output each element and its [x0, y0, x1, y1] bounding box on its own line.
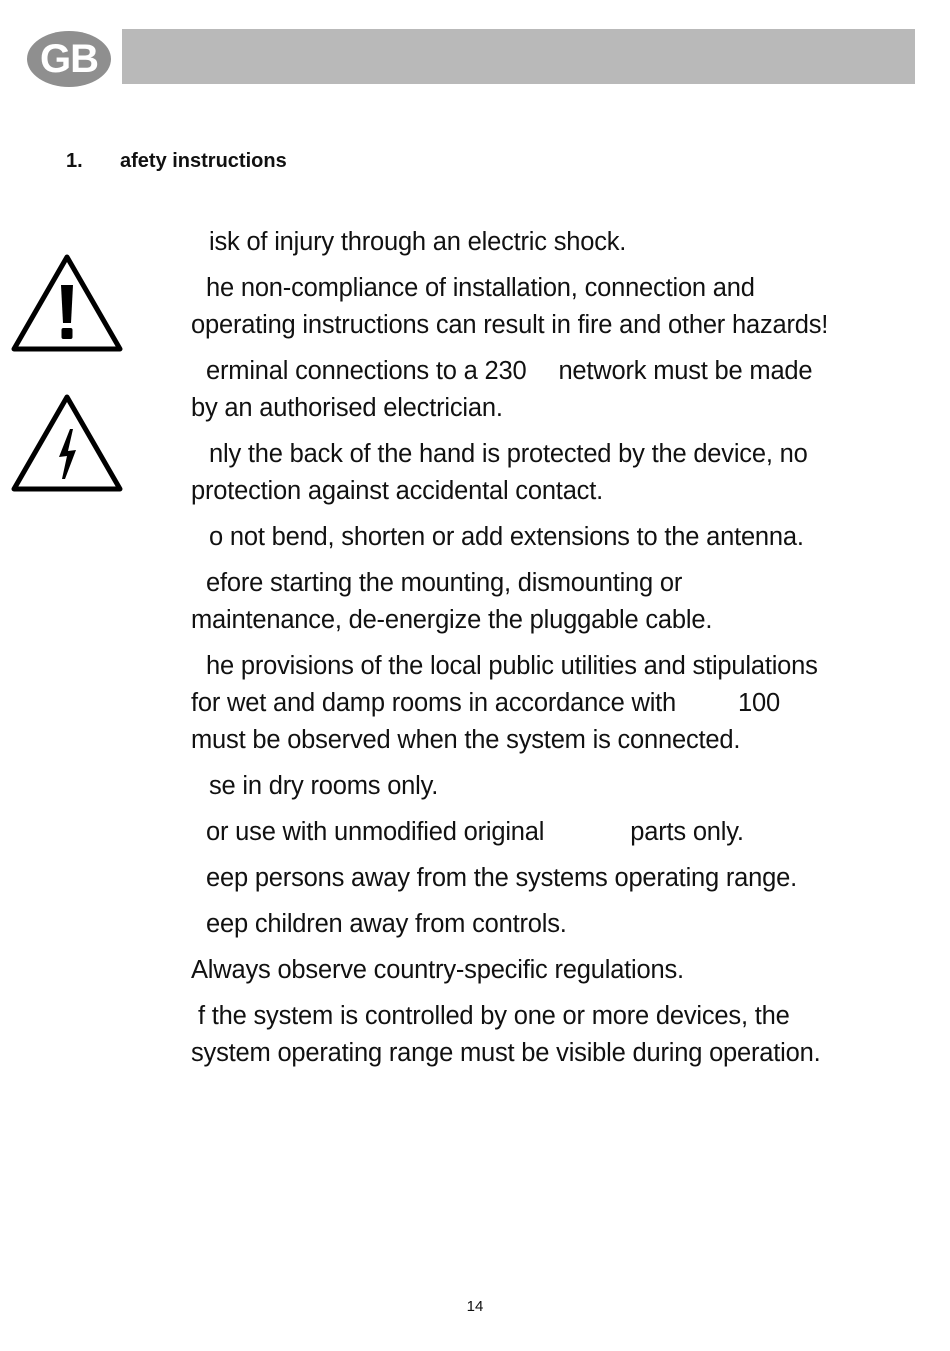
list-item: efore starting the mounting, dismounting or maintenance, de-energize the pluggable cable. [191, 569, 713, 634]
list-item: f the system is controlled by one or more devices, the system operating range must be visible during operation. [191, 1002, 821, 1067]
list-item: o not bend, shorten or add extensions to the antenna. [209, 523, 804, 551]
page-number: 14 [466, 1298, 484, 1315]
section-heading [66, 150, 287, 173]
section-title: afety instructions [120, 150, 287, 172]
list-item: he non-compliance of installation, connection and operating instructions can result in fire and other hazards! [191, 274, 829, 339]
electric-shock-warning-icon [10, 393, 124, 493]
language-badge: GB [27, 31, 111, 87]
warning-exclamation-icon [10, 253, 124, 353]
list-item: erminal connections to a 230 network must be made by an authorised electrician. [191, 357, 813, 422]
header-bar [122, 29, 915, 84]
list-item: nly the back of the hand is protected by the device, no protection against accidental contact. [191, 440, 808, 505]
list-item: isk of injury through an electric shock. [209, 228, 627, 256]
list-item: Always observe country-specific regulations. [191, 956, 684, 984]
list-item: or use with unmodified original parts only. [206, 818, 744, 846]
list-item: eep children away from controls. [206, 910, 567, 938]
list-item: he provisions of the local public utilities and stipulations for wet and damp rooms in accordance with 100 must be observed when the system is connected. [191, 652, 818, 754]
list-item: eep persons away from the systems operating range. [206, 864, 797, 892]
section-number: 1. [66, 150, 83, 172]
safety-instructions-list [191, 224, 926, 1081]
list-item: se in dry rooms only. [209, 772, 439, 800]
